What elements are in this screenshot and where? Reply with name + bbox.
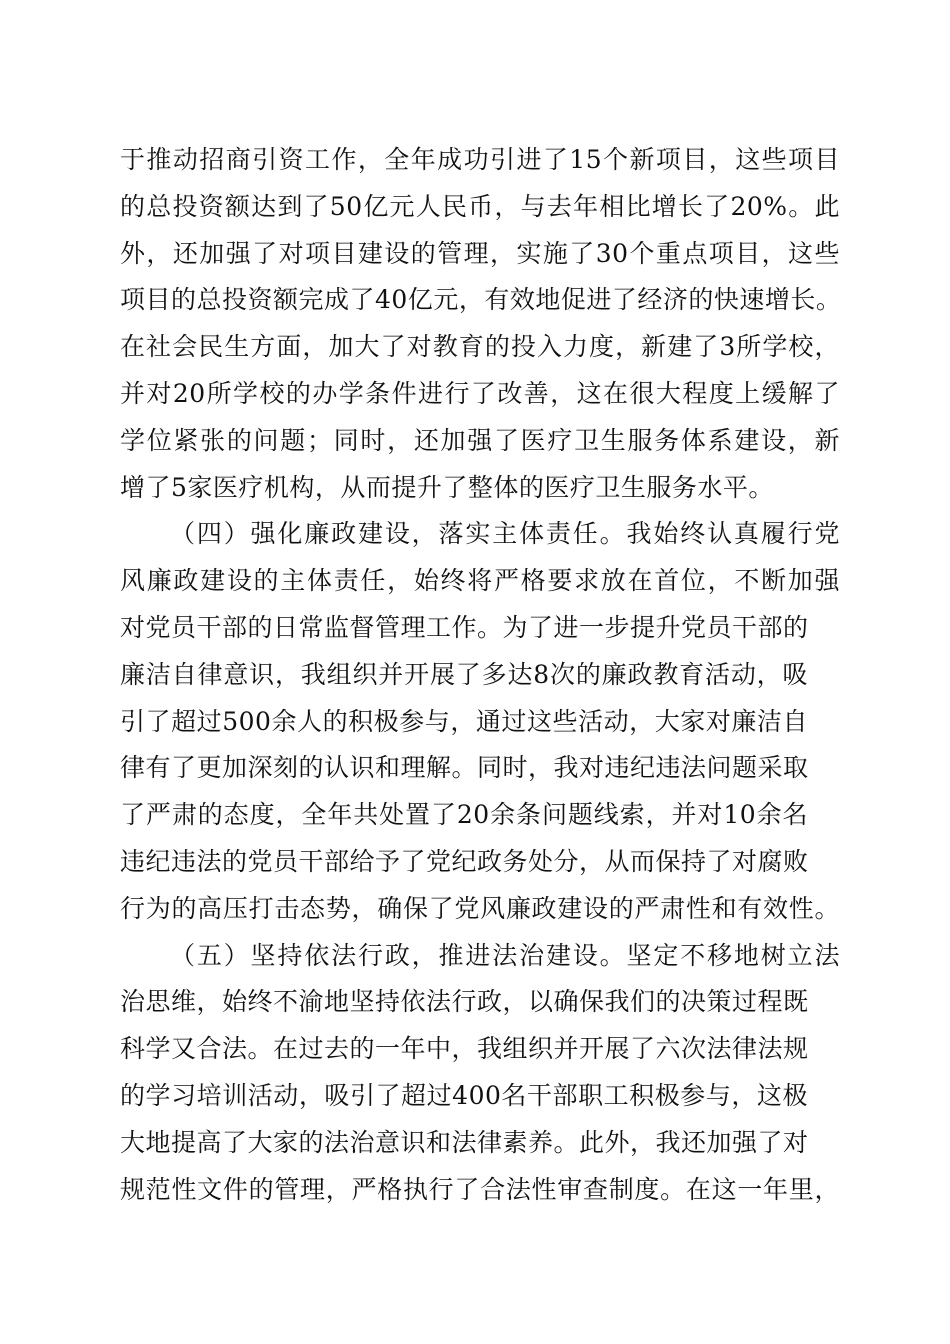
text-line: 规范性文件的管理，严格执行了合法性审查制度。在这一年里， <box>120 1174 840 1204</box>
text-line: 行为的高压打击态势，确保了党风廉政建设的严肃性和有效性。 <box>120 893 840 923</box>
text-line: 了严肃的态度，全年共处置了20余条问题线索，并对10余名 <box>120 800 808 830</box>
text-line: 在社会民生方面，加大了对教育的投入力度，新建了3所学校， <box>120 332 840 362</box>
text-line: 的学习培训活动，吸引了超过400名干部职工积极参与，这极 <box>120 1080 808 1110</box>
text-line: 治思维，始终不渝地坚持依法行政，以确保我们的决策过程既 <box>120 987 809 1017</box>
text-line: 引了超过500余人的积极参与，通过这些活动，大家对廉洁自 <box>120 706 808 736</box>
text-line: 的总投资额达到了50亿元人民币，与去年相比增长了20%。此 <box>120 191 840 221</box>
text-line: 学位紧张的问题；同时，还加强了医疗卫生服务体系建设，新 <box>120 425 840 455</box>
text-line: 项目的总投资额完成了40亿元，有效地促进了经济的快速增长。 <box>120 285 842 315</box>
text-line: 违纪违法的党员干部给予了党纪政务处分，从而保持了对腐败 <box>120 846 809 876</box>
text-line: 增了5家医疗机构，从而提升了整体的医疗卫生服务水平。 <box>120 472 774 502</box>
text-line: 对党员干部的日常监督管理工作。为了进一步提升党员干部的 <box>120 612 809 642</box>
text-line: 并对20所学校的办学条件进行了改善，这在很大程度上缓解了 <box>120 378 840 408</box>
text-line: 律有了更加深刻的认识和理解。同时，我对违纪违法问题采取 <box>120 753 809 783</box>
text-line: 廉洁自律意识，我组织并开展了多达8次的廉政教育活动，吸 <box>120 659 808 689</box>
text-line: 科学又合法。在过去的一年中，我组织并开展了六次法律法规 <box>120 1034 809 1064</box>
text-line: 于推动招商引资工作，全年成功引进了15个新项目，这些项目 <box>120 145 840 174</box>
section-heading-line: （五）坚持依法行政，推进法治建设。坚定不移地树立法 <box>170 940 840 970</box>
body-text <box>120 137 840 1213</box>
text-line: 外，还加强了对项目建设的管理，实施了30个重点项目，这些 <box>120 238 840 268</box>
text-line: 风廉政建设的主体责任，始终将严格要求放在首位，不断加强 <box>120 566 840 596</box>
text-line: 大地提高了大家的法治意识和法律素养。此外，我还加强了对 <box>120 1127 809 1157</box>
section-heading-line: （四）强化廉政建设，落实主体责任。我始终认真履行党 <box>170 519 840 549</box>
